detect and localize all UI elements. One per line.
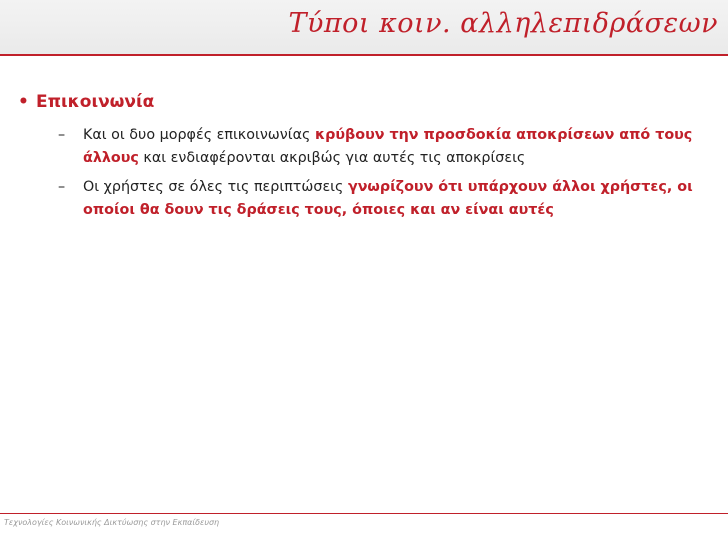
slide-content	[18, 90, 708, 228]
sub-bullet-1-text: Και οι δυο μορφές επικοινωνίας	[83, 127, 315, 143]
footer-divider	[0, 513, 728, 514]
sub-bullet-2-highlight: γνωρίζουν ότι υπάρχουν άλλοι χρήστες, οι οποίοι θα δουν τις δράσεις τους, όποιες και αν είναι αυτές	[83, 179, 693, 218]
slide-title: Τύποι κοιν. αλληλεπιδράσεων	[288, 8, 718, 39]
dash-icon: –	[58, 179, 66, 195]
bullet-dot-icon: •	[18, 92, 29, 112]
sub-bullet-2	[58, 176, 708, 222]
footer-text: Τεχνολογίες Κοινωνικής Δικτύωσης στην Εκπαίδευση	[4, 518, 220, 527]
dash-icon: –	[58, 127, 66, 143]
bullet-level1-text: Επικοινωνία	[36, 92, 155, 112]
title-bar	[0, 0, 728, 56]
bullet-level1	[18, 90, 708, 114]
sub-bullet-1-highlight: κρύβουν την προσδοκία αποκρίσεων από τους άλλους	[83, 127, 693, 166]
sub-bullet-list	[18, 124, 708, 222]
sub-bullet-1-text-end: και ενδιαφέρονται ακριβώς για αυτές τις αποκρίσεις	[138, 150, 526, 166]
sub-bullet-1	[58, 124, 708, 170]
sub-bullet-2-text: Οι χρήστες σε όλες τις περιπτώσεις	[83, 179, 348, 195]
